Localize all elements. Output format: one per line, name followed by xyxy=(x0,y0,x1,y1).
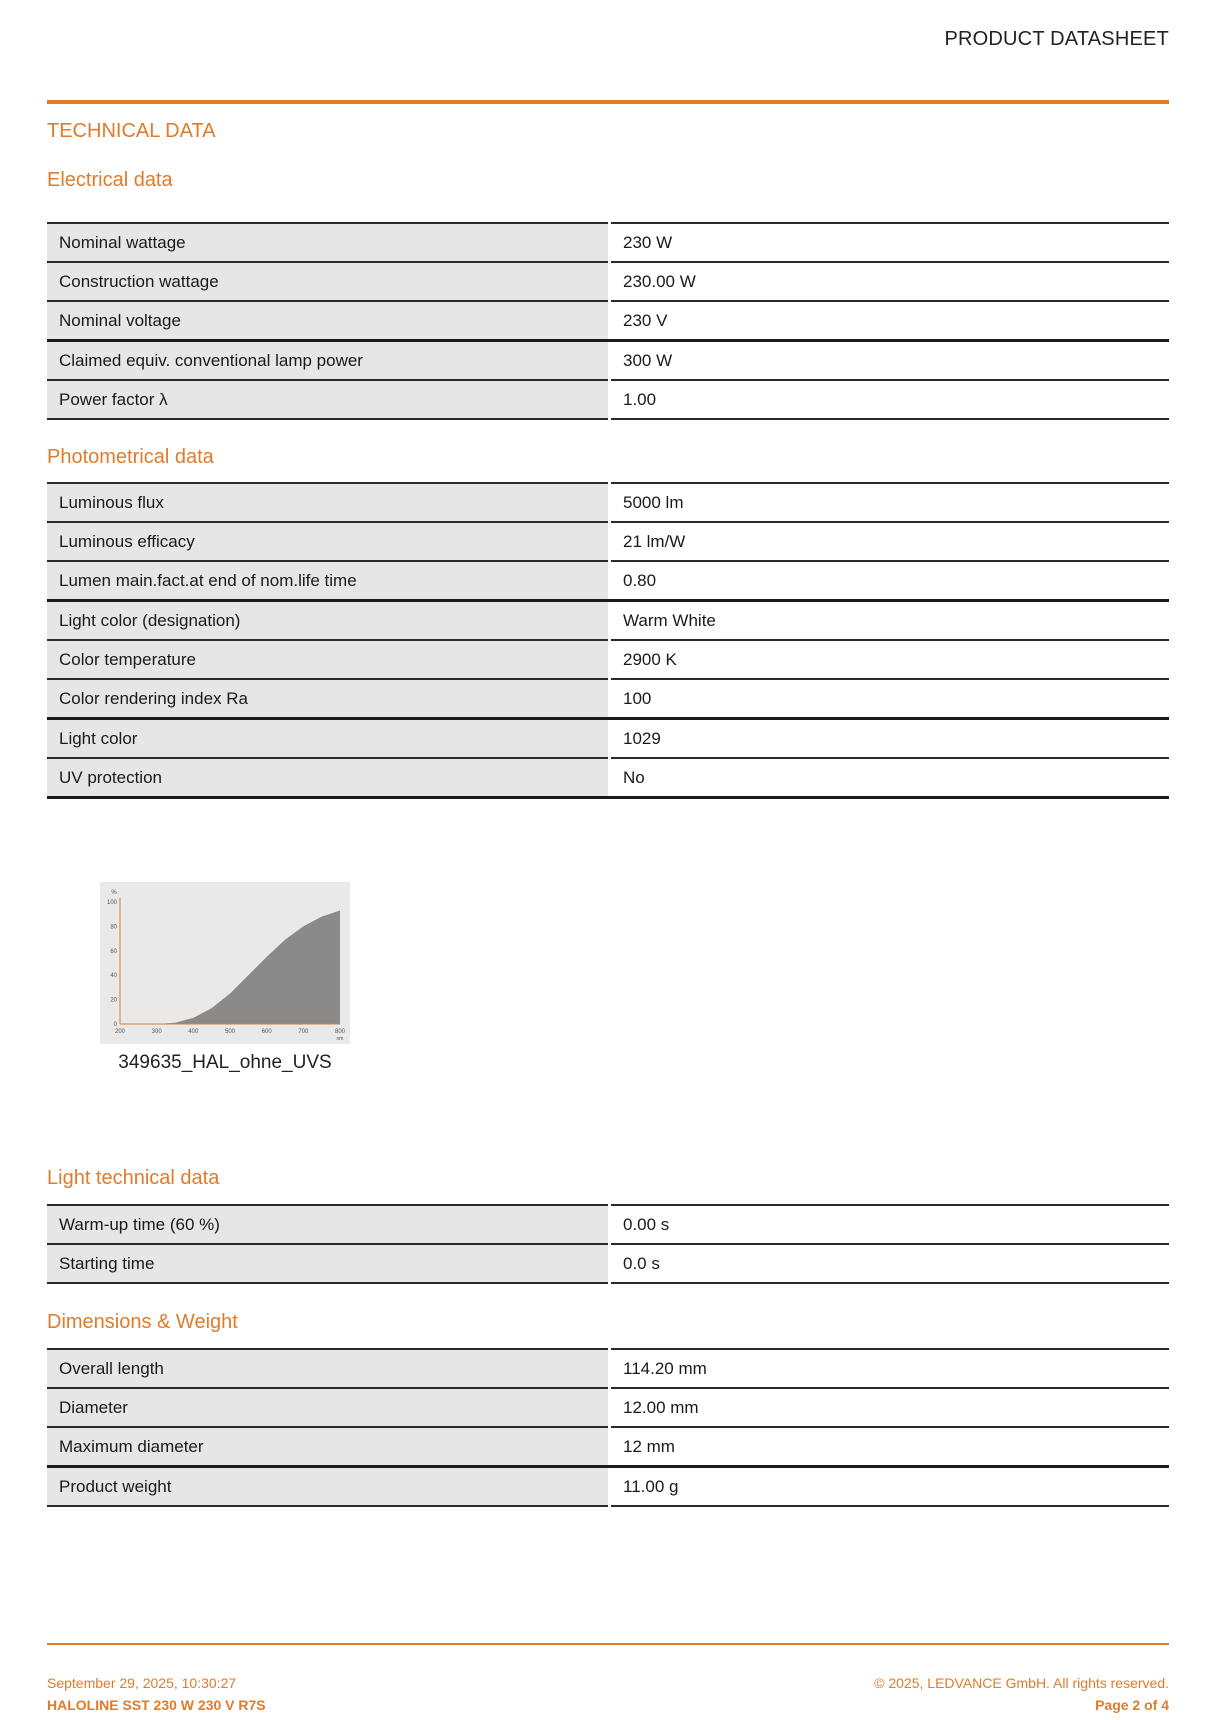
spectrum-chart xyxy=(100,882,350,1044)
table-row xyxy=(47,601,1169,641)
row-key: Light color xyxy=(47,719,610,759)
footer-date: September 29, 2025, 10:30:27 xyxy=(47,1675,237,1691)
x-tick-label: 700 xyxy=(298,1029,309,1035)
row-value: 100 xyxy=(610,679,1170,719)
x-tick-label: 600 xyxy=(261,1029,272,1035)
footer-left xyxy=(47,1672,266,1716)
table-row xyxy=(47,561,1169,601)
row-value: 230 W xyxy=(610,223,1170,262)
table-row xyxy=(47,380,1169,419)
table-row xyxy=(47,1205,1169,1244)
table-row xyxy=(47,1427,1169,1467)
row-value: 2900 K xyxy=(610,640,1170,679)
x-tick-label: 400 xyxy=(188,1029,199,1035)
footer-copyright: © 2025, LEDVANCE GmbH. All rights reserved. xyxy=(874,1675,1169,1691)
row-key: Maximum diameter xyxy=(47,1427,610,1467)
electrical-data-heading: Electrical data xyxy=(47,169,173,191)
table-row xyxy=(47,758,1169,798)
y-tick-label: 40 xyxy=(110,973,117,980)
row-key: Claimed equiv. conventional lamp power xyxy=(47,341,610,381)
y-tick-label: 100 xyxy=(106,900,117,906)
dimensions-weight-table xyxy=(47,1348,1169,1507)
photometrical-data-heading: Photometrical data xyxy=(47,446,214,468)
row-value: 12 mm xyxy=(610,1427,1170,1467)
row-value: 12.00 mm xyxy=(610,1388,1170,1427)
x-tick-labels xyxy=(115,1029,346,1035)
row-value: 300 W xyxy=(610,341,1170,381)
x-tick-label: 200 xyxy=(114,1029,126,1035)
y-tick-label: 80 xyxy=(110,924,117,931)
table-row xyxy=(47,1388,1169,1427)
table-row xyxy=(47,679,1169,719)
table-row xyxy=(47,719,1169,759)
row-key: UV protection xyxy=(47,758,610,798)
x-tick-label: 500 xyxy=(224,1029,236,1035)
table-row xyxy=(47,1467,1169,1507)
table-row xyxy=(47,483,1169,522)
table-row xyxy=(47,262,1169,301)
table-row xyxy=(47,1349,1169,1388)
footer-rule xyxy=(47,1643,1169,1645)
row-key: Warm-up time (60 %) xyxy=(47,1205,610,1244)
table-row xyxy=(47,301,1169,341)
row-key: Starting time xyxy=(47,1244,610,1283)
y-unit-label: % xyxy=(111,890,117,896)
table-row xyxy=(47,522,1169,561)
y-tick-label: 20 xyxy=(110,997,117,1004)
row-key: Luminous flux xyxy=(47,483,610,522)
x-tick-label: 300 xyxy=(151,1029,162,1035)
row-key: Light color (designation) xyxy=(47,601,610,641)
row-key: Construction wattage xyxy=(47,262,610,301)
spectrum-caption: 349635_HAL_ohne_UVS xyxy=(118,1052,332,1073)
page-header-label: PRODUCT DATASHEET xyxy=(944,28,1169,50)
row-value: 230.00 W xyxy=(610,262,1170,301)
row-key: Color rendering index Ra xyxy=(47,679,610,719)
table-row xyxy=(47,223,1169,262)
row-value: 1029 xyxy=(610,719,1170,759)
row-key: Overall length xyxy=(47,1349,610,1388)
x-unit-label: nm xyxy=(336,1036,344,1042)
spectrum-svg xyxy=(100,882,350,1044)
footer-page-number: Page 2 of 4 xyxy=(1095,1697,1169,1713)
row-value: 5000 lm xyxy=(610,483,1170,522)
row-key: Power factor λ xyxy=(47,380,610,419)
photometrical-data-table xyxy=(47,482,1169,799)
row-key: Product weight xyxy=(47,1467,610,1507)
dimensions-weight-heading: Dimensions & Weight xyxy=(47,1311,238,1333)
row-value: 11.00 g xyxy=(610,1467,1170,1507)
electrical-data-table xyxy=(47,222,1169,420)
row-value: 0.00 s xyxy=(610,1205,1170,1244)
row-value: 0.0 s xyxy=(610,1244,1170,1283)
row-key: Luminous efficacy xyxy=(47,522,610,561)
y-tick-label: 60 xyxy=(110,948,117,955)
row-key: Nominal voltage xyxy=(47,301,610,341)
row-key: Lumen main.fact.at end of nom.life time xyxy=(47,561,610,601)
table-row xyxy=(47,1244,1169,1283)
row-key: Nominal wattage xyxy=(47,223,610,262)
row-value: No xyxy=(610,758,1170,798)
spectrum-area xyxy=(157,911,340,1025)
x-tick-label: 800 xyxy=(334,1029,346,1035)
y-tick-label: 0 xyxy=(113,1022,117,1028)
row-key: Diameter xyxy=(47,1388,610,1427)
light-technical-data-heading: Light technical data xyxy=(47,1167,220,1189)
table-row xyxy=(47,341,1169,381)
footer-product-name: HALOLINE SST 230 W 230 V R7S xyxy=(47,1697,266,1713)
table-row xyxy=(47,640,1169,679)
row-value: 230 V xyxy=(610,301,1170,341)
y-tick-labels xyxy=(107,900,118,1028)
row-value: 114.20 mm xyxy=(610,1349,1170,1388)
row-value: 0.80 xyxy=(610,561,1170,601)
row-key: Color temperature xyxy=(47,640,610,679)
row-value: 1.00 xyxy=(610,380,1170,419)
light-technical-data-table xyxy=(47,1204,1169,1284)
row-value: Warm White xyxy=(610,601,1170,641)
header-rule xyxy=(47,100,1169,104)
footer-right xyxy=(874,1672,1169,1716)
row-value: 21 lm/W xyxy=(610,522,1170,561)
technical-data-heading: TECHNICAL DATA xyxy=(47,120,216,142)
